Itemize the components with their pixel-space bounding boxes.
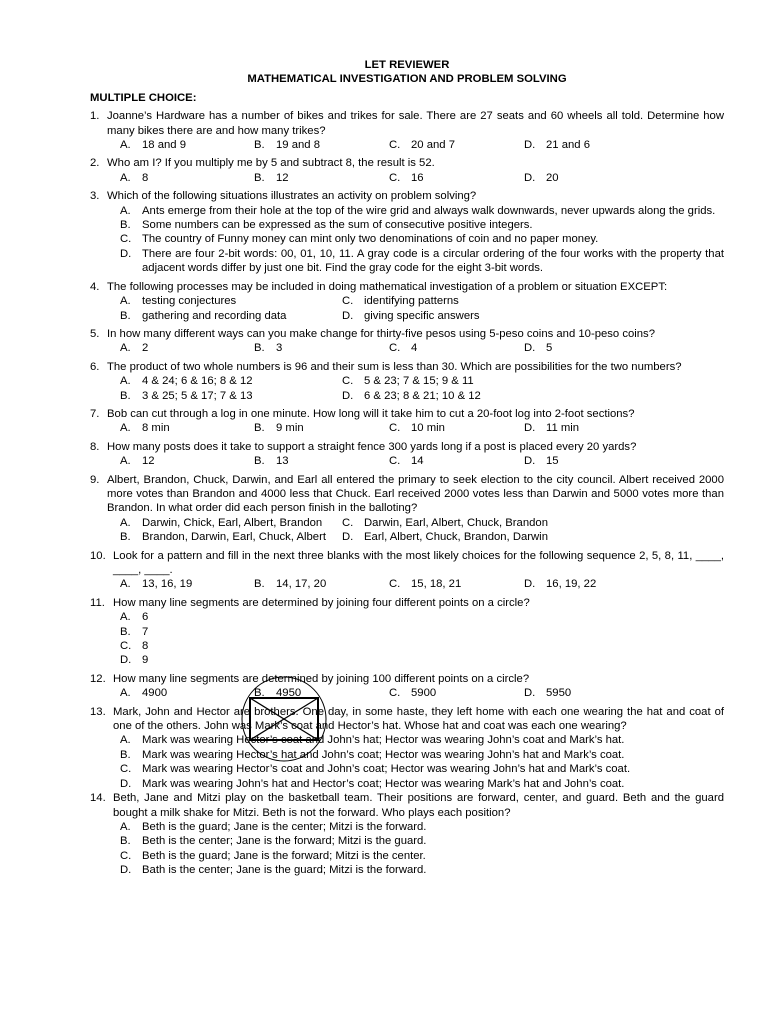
option-letter: B.: [254, 342, 265, 355]
question-text: Beth, Jane and Mitzi play on the basketball team. Their positions are forward, center, and guard. Beth and the guard bought a milk shake for Mitzi. Beth is not the forward. Who plays each position?: [113, 792, 724, 819]
option-d: [120, 777, 724, 791]
question-12: [90, 672, 724, 686]
option-b: [254, 454, 389, 468]
question-13: [90, 705, 724, 734]
option-letter: A.: [120, 139, 131, 152]
option-c: [342, 516, 632, 530]
option-letter: D.: [524, 687, 536, 700]
option-text: 5 & 23; 7 & 15; 9 & 11: [364, 375, 474, 388]
option-a: [120, 516, 342, 530]
option-letter: A.: [120, 422, 131, 435]
option-text: 4 & 24; 6 & 16; 8 & 12: [142, 375, 253, 388]
option-letter: C.: [120, 763, 132, 776]
option-letter: C.: [120, 640, 132, 653]
option-text: 5950: [546, 687, 572, 700]
option-text: Some numbers can be expressed as the sum of consecutive positive integers.: [142, 219, 533, 232]
option-a: [120, 341, 254, 355]
option-letter: D.: [120, 864, 132, 877]
options-14: [90, 820, 724, 878]
question-9: [90, 473, 724, 516]
question-number: 7.: [90, 407, 100, 420]
option-letter: A.: [120, 820, 131, 833]
option-text: 15, 18, 21: [411, 578, 462, 591]
option-b: [120, 834, 724, 848]
option-letter: B.: [254, 687, 265, 700]
question-3: [90, 189, 724, 203]
option-letter: C.: [389, 171, 401, 184]
question-text: Bob can cut through a log in one minute. How long will it take him to cut a 20-foot log into 2-foot sections?: [107, 407, 635, 420]
option-a: [120, 454, 254, 468]
question-number: 9.: [90, 473, 100, 486]
option-letter: A.: [120, 734, 131, 747]
option-text: There are four 2-bit words: 00, 01, 10, 11. A gray code is a circular ordering of the four works with the property that adjacent words differ by just one bit. Find the gray code for the eight 3-bit words.: [142, 247, 724, 275]
option-text: The country of Funny money can mint only two denominations of coin and no paper money.: [142, 233, 599, 246]
question-text: Who am I? If you multiply me by 5 and subtract 8, the result is 52.: [107, 157, 435, 170]
question-8: [90, 440, 724, 454]
option-a: [120, 171, 254, 185]
option-letter: D.: [524, 171, 536, 184]
option-letter: C.: [389, 422, 401, 435]
options-12: [90, 686, 724, 700]
question-text: Joanne’s Hardware has a number of bikes and trikes for sale. There are 27 seats and 60 wheels all told. Determine how many bikes there are and how many trikes?: [107, 110, 724, 137]
question-2: [90, 156, 724, 170]
option-letter: A.: [120, 375, 131, 388]
option-a: [120, 610, 724, 624]
option-a: [120, 204, 724, 218]
option-c: [342, 374, 622, 388]
option-d: [342, 530, 632, 544]
options-5: [90, 341, 724, 355]
option-letter: D.: [342, 389, 354, 402]
option-letter: B.: [254, 422, 265, 435]
option-letter: A.: [120, 204, 131, 217]
options-10: [90, 577, 724, 591]
option-b: [254, 341, 389, 355]
document-page: [90, 58, 724, 878]
question-text: How many line segments are determined by joining 100 different points on a circle?: [113, 672, 530, 685]
option-letter: B.: [120, 835, 131, 848]
option-c: [120, 762, 724, 776]
option-a: [120, 294, 342, 308]
options-1: [90, 138, 724, 152]
circle-segments-figure: [240, 675, 328, 763]
option-text: 13, 16, 19: [142, 578, 193, 591]
option-letter: A.: [120, 611, 131, 624]
option-letter: C.: [342, 375, 354, 388]
option-text: Earl, Albert, Chuck, Brandon, Darwin: [364, 531, 548, 544]
option-letter: D.: [342, 531, 354, 544]
option-letter: C.: [342, 295, 354, 308]
option-text: 20: [546, 171, 559, 184]
option-text: 4: [411, 342, 418, 355]
option-text: 13: [276, 455, 289, 468]
option-text: Mark was wearing Hector’s coat and John’s coat; Hector was wearing John’s hat and Mark’s coat.: [142, 763, 631, 776]
option-d: [524, 454, 664, 468]
option-d: [342, 309, 622, 323]
option-letter: B.: [254, 139, 265, 152]
option-letter: D.: [120, 777, 132, 790]
option-d: [342, 389, 622, 403]
option-text: 14: [411, 455, 424, 468]
question-14: [90, 791, 724, 820]
question-11: [90, 596, 724, 610]
question-1: [90, 109, 724, 138]
option-letter: D.: [120, 654, 132, 667]
option-letter: B.: [120, 625, 131, 638]
option-c: [389, 421, 524, 435]
option-b: [254, 138, 389, 152]
option-letter: B.: [120, 531, 131, 544]
option-letter: A.: [120, 455, 131, 468]
option-text: Beth is the guard; Jane is the center; Mitzi is the forward.: [142, 820, 427, 833]
question-text: In how many different ways can you make change for thirty-five pesos using 5-peso coins and 10-peso coins?: [107, 327, 655, 340]
option-b: [254, 171, 389, 185]
option-text: 3: [276, 342, 283, 355]
option-text: 16: [411, 171, 424, 184]
option-d: [524, 341, 664, 355]
option-text: 10 min: [411, 422, 445, 435]
option-letter: C.: [389, 139, 401, 152]
option-letter: C.: [389, 455, 401, 468]
option-text: 16, 19, 22: [546, 578, 597, 591]
option-text: 6 & 23; 8 & 21; 10 & 12: [364, 389, 481, 402]
option-text: Ants emerge from their hole at the top of the wire grid and always walk downwards, never upwards along the grids.: [142, 204, 716, 217]
option-text: 15: [546, 455, 559, 468]
option-text: 7: [142, 625, 149, 638]
option-letter: B.: [120, 389, 131, 402]
option-text: Bath is the center; Jane is the guard; Mitzi is the forward.: [142, 864, 427, 877]
option-text: 12: [142, 455, 155, 468]
option-text: gathering and recording data: [142, 309, 287, 322]
option-b: [120, 625, 724, 639]
option-letter: A.: [120, 171, 131, 184]
option-c: [389, 341, 524, 355]
option-text: 3 & 25; 5 & 17; 7 & 13: [142, 389, 253, 402]
question-text: How many posts does it take to support a straight fence 300 yards long if a post is placed every 20 yards?: [107, 440, 637, 453]
question-text: Mark, John and Hector are brothers. One day, in some haste, they left home with each one wearing the hat and coat of one of the others. John was Mark’s coat and Hector’s hat. Whose hat and coat was each one wearing?: [113, 705, 724, 733]
option-b: [120, 748, 724, 762]
option-c: [120, 639, 724, 653]
options-2: [90, 171, 724, 185]
option-letter: A.: [120, 516, 131, 529]
option-text: identifying patterns: [364, 295, 459, 308]
option-text: Darwin, Earl, Albert, Chuck, Brandon: [364, 516, 548, 529]
question-number: 10.: [90, 549, 106, 562]
option-d: [120, 863, 724, 877]
option-text: Darwin, Chick, Earl, Albert, Brandon: [142, 516, 323, 529]
option-letter: D.: [120, 247, 132, 260]
option-b: [254, 421, 389, 435]
option-b: [254, 577, 389, 591]
question-text: The product of two whole numbers is 96 and their sum is less than 30. Which are possibilities for the two numbers?: [107, 360, 682, 373]
option-letter: D.: [524, 422, 536, 435]
option-d: [120, 653, 724, 667]
option-text: 8 min: [142, 422, 170, 435]
option-text: 2: [142, 342, 149, 355]
option-text: 20 and 7: [411, 139, 455, 152]
question-4: [90, 280, 724, 294]
option-text: Mark was wearing John’s hat and Hector’s coat; Hector was wearing Mark’s hat and John’s coat.: [142, 777, 625, 790]
option-letter: C.: [389, 578, 401, 591]
option-letter: A.: [120, 342, 131, 355]
option-c: [342, 294, 622, 308]
options-3: [90, 204, 724, 276]
question-number: 6.: [90, 360, 100, 373]
question-text: Look for a pattern and fill in the next three blanks with the most likely choices for the following sequence 2, 5, 8, 11, ____, ____, ____.: [113, 549, 724, 576]
question-number: 2.: [90, 157, 100, 170]
option-letter: C.: [389, 342, 401, 355]
question-number: 1.: [90, 110, 100, 123]
option-text: 18 and 9: [142, 139, 186, 152]
option-letter: D.: [524, 578, 536, 591]
question-number: 3.: [90, 190, 100, 203]
option-c: [389, 577, 524, 591]
option-b: [120, 530, 342, 544]
option-a: [120, 820, 724, 834]
option-b: [120, 218, 724, 232]
option-a: [120, 374, 342, 388]
options-6: [90, 374, 724, 403]
option-text: 4950: [276, 687, 302, 700]
option-letter: C.: [342, 516, 354, 529]
option-letter: C.: [120, 849, 132, 862]
option-letter: B.: [120, 309, 131, 322]
option-letter: B.: [120, 219, 131, 232]
option-c: [389, 171, 524, 185]
option-a: [120, 686, 254, 700]
option-text: 5: [546, 342, 553, 355]
option-text: giving specific answers: [364, 309, 480, 322]
options-11: [90, 610, 724, 668]
option-d: [524, 577, 664, 591]
question-6: [90, 360, 724, 374]
option-text: 4900: [142, 687, 168, 700]
options-4: [90, 294, 724, 323]
option-c: [120, 232, 724, 246]
option-text: 11 min: [546, 422, 580, 435]
option-a: [120, 421, 254, 435]
question-number: 11.: [90, 596, 105, 609]
option-text: 14, 17, 20: [276, 578, 327, 591]
option-text: 21 and 6: [546, 139, 590, 152]
question-number: 8.: [90, 440, 100, 453]
option-text: 8: [142, 171, 149, 184]
option-letter: D.: [342, 309, 354, 322]
option-text: Beth is the center; Jane is the forward; Mitzi is the guard.: [142, 835, 427, 848]
option-letter: B.: [254, 578, 265, 591]
option-d: [524, 171, 664, 185]
question-text: Albert, Brandon, Chuck, Darwin, and Earl all entered the primary to seek election to the city council. Albert received 2000 more votes than Brandon and 4000 less that Chuck. Earl received 2000 votes less than Darwin and 5000 votes more than Brandon. In what order did each person finish in the balloting?: [107, 473, 724, 515]
option-letter: B.: [254, 171, 265, 184]
options-13: [90, 733, 724, 791]
options-9: [90, 516, 724, 545]
question-number: 4.: [90, 280, 100, 293]
option-letter: A.: [120, 687, 131, 700]
option-text: 19 and 8: [276, 139, 320, 152]
question-10: [90, 549, 724, 578]
option-d: [524, 421, 664, 435]
option-text: Mark was wearing Hector’s coat and John’s hat; Hector was wearing John’s coat and Mark’s hat.: [142, 734, 625, 747]
option-c: [389, 454, 524, 468]
option-a: [120, 733, 724, 747]
option-d: [524, 686, 664, 700]
question-text: The following processes may be included in doing mathematical investigation of a problem or situation EXCEPT:: [107, 280, 668, 293]
option-letter: A.: [120, 295, 131, 308]
option-text: Mark was wearing Hector’s hat and John’s coat; Hector was wearing John’s hat and Mark’s coat.: [142, 748, 625, 761]
option-text: 8: [142, 640, 149, 653]
option-text: Brandon, Darwin, Earl, Chuck, Albert: [142, 531, 326, 544]
option-letter: D.: [524, 342, 536, 355]
option-c: [120, 849, 724, 863]
option-text: 5900: [411, 687, 437, 700]
option-letter: A.: [120, 578, 131, 591]
question-text: How many line segments are determined by joining four different points on a circle?: [113, 596, 530, 609]
option-text: Beth is the guard; Jane is the forward; Mitzi is the center.: [142, 849, 426, 862]
question-number: 5.: [90, 327, 100, 340]
option-letter: D.: [524, 455, 536, 468]
options-7: [90, 421, 724, 435]
option-letter: C.: [389, 687, 401, 700]
option-text: testing conjectures: [142, 295, 237, 308]
document-subtitle: MATHEMATICAL INVESTIGATION AND PROBLEM SOLVING: [247, 73, 567, 86]
options-8: [90, 454, 724, 468]
option-a: [120, 138, 254, 152]
option-d: [120, 247, 724, 276]
option-d: [524, 138, 664, 152]
option-text: 6: [142, 611, 149, 624]
question-7: [90, 407, 724, 421]
option-letter: C.: [120, 233, 132, 246]
option-text: 12: [276, 171, 289, 184]
question-number: 13.: [90, 705, 106, 718]
option-letter: D.: [524, 139, 536, 152]
option-c: [389, 686, 524, 700]
question-text: Which of the following situations illustrates an activity on problem solving?: [107, 190, 477, 203]
option-text: 9: [142, 654, 149, 667]
option-text: 9 min: [276, 422, 304, 435]
document-title: LET REVIEWER: [364, 59, 450, 71]
option-a: [120, 577, 254, 591]
option-letter: B.: [120, 748, 131, 761]
option-b: [120, 389, 342, 403]
question-number: 12.: [90, 672, 106, 685]
option-c: [389, 138, 524, 152]
section-heading: MULTIPLE CHOICE:: [90, 91, 197, 104]
question-number: 14.: [90, 792, 106, 805]
option-b: [120, 309, 342, 323]
option-letter: B.: [254, 455, 265, 468]
question-5: [90, 327, 724, 341]
